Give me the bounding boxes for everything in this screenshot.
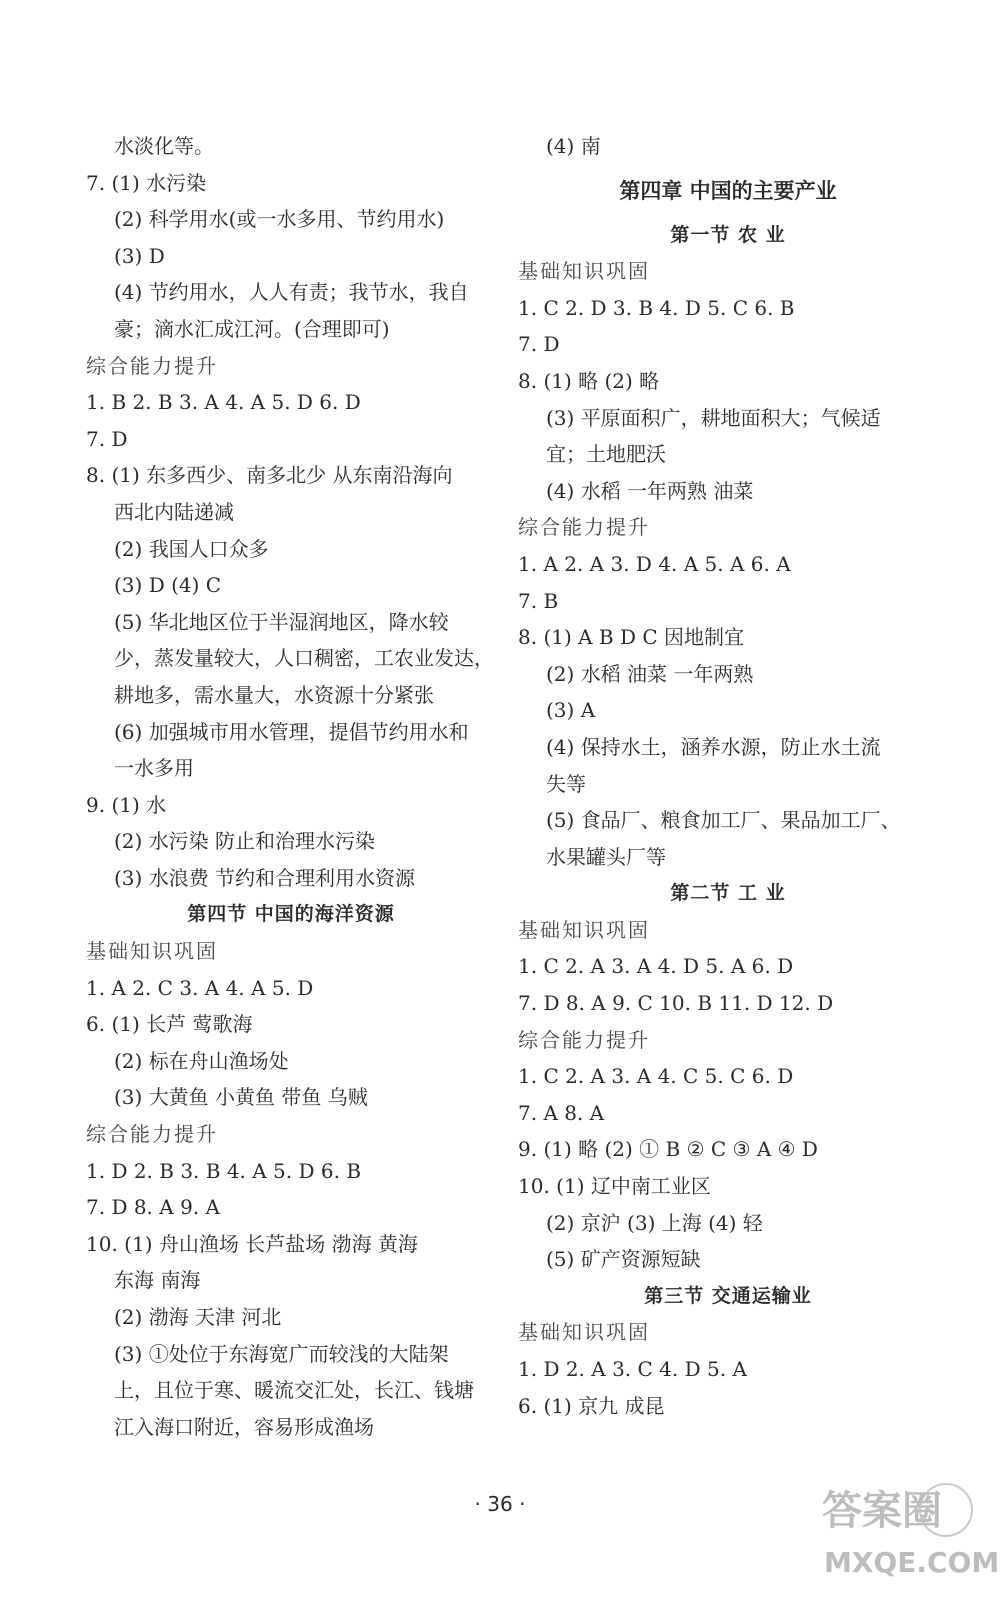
answer-line: 7. D 8. A 9. A (86, 1195, 220, 1220)
sub-answer-line: (4) 水稻 一年两熟 油菜 (546, 478, 754, 503)
right-column (518, 128, 938, 1424)
watermark-bottom-text: MXQE.COM (824, 1546, 1000, 1579)
answer-line: 1. A 2. A 3. D 4. A 5. A 6. A (518, 551, 791, 576)
sub-answer-line: (2) 科学用水(或一水多用、节约用水) (114, 207, 445, 232)
sub-answer-line: (3) A (546, 698, 596, 723)
subsection-label: 综合能力提升 (86, 353, 218, 378)
answer-line: 7. (1) 水污染 (86, 170, 207, 195)
continuation-line: 少，蒸发量较大，人口稠密，工农业发达， (114, 646, 494, 671)
answer-line: 1. C 2. D 3. B 4. D 5. C 6. B (518, 295, 795, 320)
subsection-label: 基础知识巩固 (518, 1320, 650, 1345)
answer-line: 1. C 2. A 3. A 4. D 5. A 6. D (518, 954, 794, 979)
sub-answer-line: (2) 京沪 (3) 上海 (4) 轻 (546, 1210, 763, 1235)
sub-answer-line: (5) 华北地区位于半湿润地区，降水较 (114, 609, 449, 634)
sub-answer-line: (3) 水浪费 节约和合理利用水资源 (114, 865, 416, 890)
sub-answer-line: (5) 食品厂、粮食加工厂、果品加工厂、 (546, 808, 901, 833)
sub-answer-line: (5) 矿产资源短缺 (546, 1247, 701, 1272)
subsection-label: 综合能力提升 (518, 515, 650, 540)
sub-answer-line: (4) 节约用水，人人有责；我节水，我自 (114, 280, 469, 305)
answer-line: 9. (1) 水 (86, 792, 167, 817)
continuation-line: 上，且位于寒、暖流交汇处，长江、钱塘 (114, 1378, 474, 1403)
answer-line: 1. C 2. A 3. A 4. C 5. C 6. D (518, 1064, 794, 1089)
answer-line: 8. (1) A B D C 因地制宜 (518, 625, 745, 650)
answer-line: 1. A 2. C 3. A 4. A 5. D (86, 975, 314, 1000)
subsection-label: 基础知识巩固 (518, 259, 650, 284)
answer-line: 10. (1) 舟山渔场 长芦盐场 渤海 黄海 (86, 1231, 418, 1256)
continuation-line: 水淡化等。 (114, 134, 214, 158)
page-number: · 36 · (474, 1492, 526, 1516)
continuation-line: 豪；滴水汇成江河。(合理即可) (114, 316, 390, 341)
sub-answer-line: (3) 大黄鱼 小黄鱼 带鱼 乌贼 (114, 1085, 368, 1110)
continuation-line: 耕地多，需水量大，水资源十分紧张 (114, 682, 434, 707)
answer-line: 7. D 8. A 9. C 10. B 11. D 12. D (518, 991, 834, 1016)
section-heading: 第四节 中国的海洋资源 (187, 903, 395, 926)
answer-line: 10. (1) 辽中南工业区 (518, 1174, 711, 1199)
answer-line: 1. D 2. A 3. C 4. D 5. A (518, 1357, 747, 1381)
sub-answer-line: (2) 水污染 防止和治理水污染 (114, 829, 376, 854)
sub-answer-line: (4) 南 (546, 134, 601, 158)
answer-line: 7. D (518, 332, 560, 357)
answer-line: 6. (1) 长芦 莺歌海 (86, 1012, 253, 1037)
sub-answer-line: (3) D (114, 243, 165, 268)
sub-answer-line: (2) 我国人口众多 (114, 536, 269, 561)
answer-line: 7. B (518, 588, 559, 613)
continuation-line: 一水多用 (114, 756, 194, 781)
continuation-line: 水果罐头厂等 (546, 844, 666, 869)
chapter-heading: 第四章 中国的主要产业 (619, 178, 837, 203)
continuation-line: 宜；土地肥沃 (546, 442, 666, 467)
sub-answer-line: (3) ①处位于东海宽广而较浅的大陆架 (114, 1341, 449, 1366)
subsection-label: 基础知识巩固 (518, 917, 650, 942)
watermark-top-text: 答案圈 (822, 1488, 942, 1534)
continuation-line: 西北内陆递减 (114, 499, 234, 524)
section-heading: 第二节 工 业 (670, 882, 786, 905)
subsection-label: 综合能力提升 (518, 1027, 650, 1052)
answer-line: 8. (1) 东多西少、南多北少 从东南沿海向 (86, 463, 453, 488)
continuation-line: 失等 (546, 771, 586, 796)
subsection-label: 基础知识巩固 (86, 939, 218, 964)
answer-line: 7. A 8. A (518, 1100, 605, 1125)
sub-answer-line: (2) 渤海 天津 河北 (114, 1305, 282, 1329)
answer-line: 6. (1) 京九 成昆 (518, 1393, 665, 1418)
sub-answer-line: (2) 标在舟山渔场处 (114, 1048, 289, 1073)
answer-line: 9. (1) 略 (2) ① B ② C ③ A ④ D (518, 1137, 818, 1162)
sub-answer-line: (4) 保持水土，涵养水源，防止水土流 (546, 734, 881, 759)
sub-answer-line: (6) 加强城市用水管理，提倡节约用水和 (114, 719, 469, 744)
sub-answer-line: (2) 水稻 油菜 一年两熟 (546, 661, 754, 686)
section-heading: 第一节 农 业 (670, 223, 786, 246)
continuation-line: 江入海口附近，容易形成渔场 (114, 1414, 374, 1439)
continuation-line: 东海 南海 (114, 1268, 201, 1293)
left-column (86, 128, 496, 1445)
answer-line: 7. D (86, 426, 128, 451)
sub-answer-line: (3) 平原面积广，耕地面积大；气候适 (546, 405, 881, 430)
watermark-logo (818, 1468, 1000, 1586)
answer-line: 1. D 2. B 3. B 4. A 5. D 6. B (86, 1158, 362, 1183)
answer-line: 8. (1) 略 (2) 略 (518, 368, 660, 393)
answer-line: 1. B 2. B 3. A 4. A 5. D 6. D (86, 390, 361, 415)
subsection-label: 综合能力提升 (86, 1122, 218, 1147)
sub-answer-line: (3) D (4) C (114, 573, 222, 598)
section-heading: 第三节 交通运输业 (644, 1284, 812, 1307)
